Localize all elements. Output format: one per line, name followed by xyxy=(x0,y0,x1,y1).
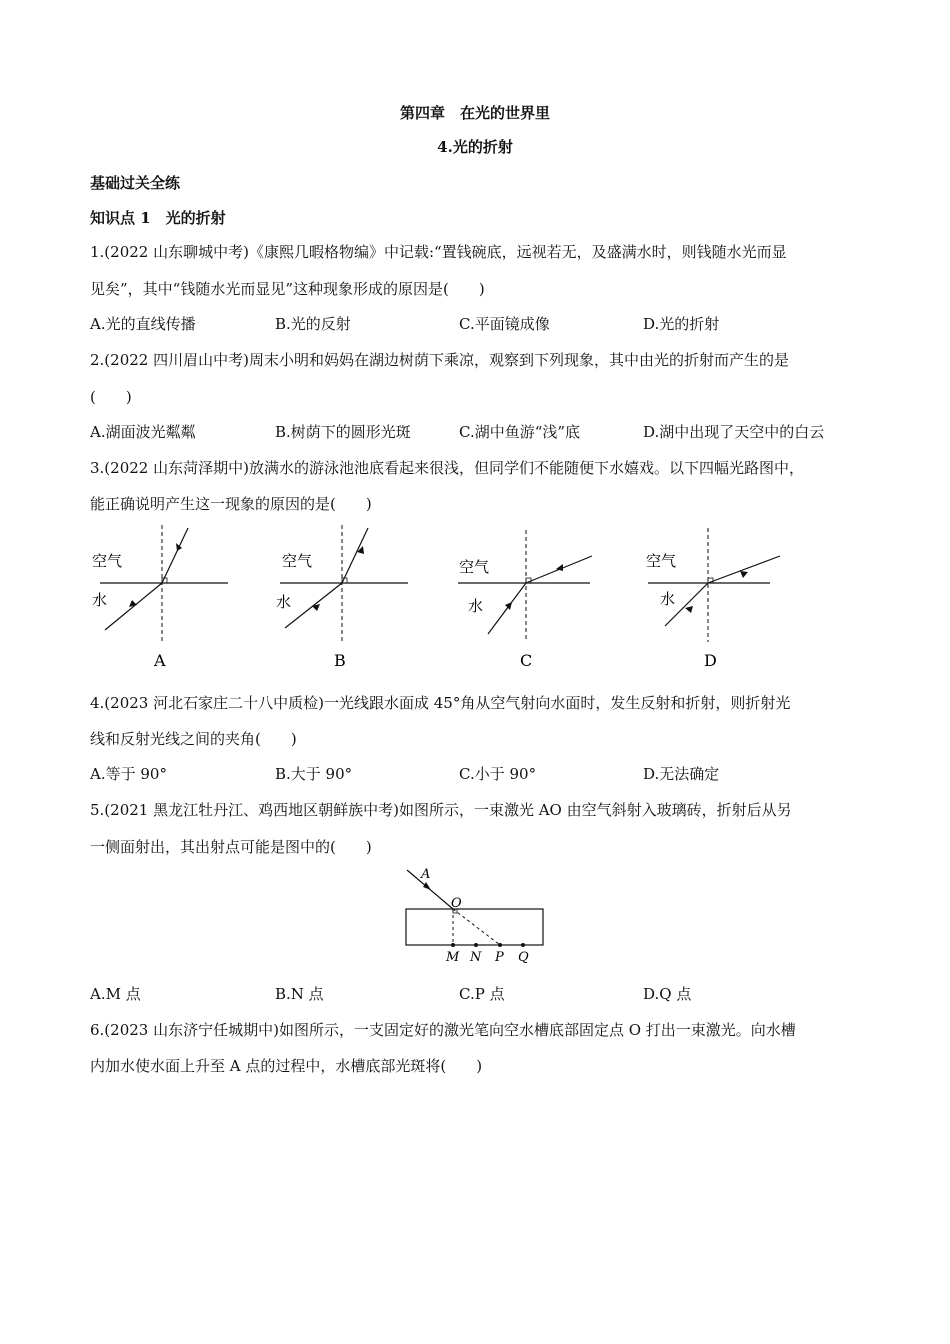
q4-option-b: B.大于 90° xyxy=(275,765,353,783)
label-o: O xyxy=(451,896,462,911)
q2-option-d: D.湖中出现了天空中的白云 xyxy=(643,423,825,441)
q3-diagram-c xyxy=(458,530,592,670)
q5-line-2: 一侧面射出，其出射点可能是图中的( ) xyxy=(90,838,372,856)
q3-d-air-label: 空气 xyxy=(646,552,677,570)
q5-option-c: C.P 点 xyxy=(459,985,505,1003)
knowledge-point-title: 知识点 1 光的折射 xyxy=(90,209,226,227)
q3-b-panel-label: B xyxy=(334,651,346,670)
q5-option-d: D.Q 点 xyxy=(643,985,692,1003)
q4-line-2: 线和反射光线之间的夹角( ) xyxy=(90,730,297,748)
q2-option-b: B.树荫下的圆形光斑 xyxy=(275,423,411,441)
label-n: N xyxy=(470,950,482,965)
q3-d-panel-label: D xyxy=(704,651,717,670)
q3-a-water-label: 水 xyxy=(92,591,108,609)
section-title: 基础过关全练 xyxy=(90,174,181,192)
q5-option-b: B.N 点 xyxy=(275,985,324,1003)
q1-option-b: B.光的反射 xyxy=(275,315,351,333)
q3-diagram-d xyxy=(646,528,780,670)
q3-c-water-label: 水 xyxy=(468,597,484,615)
q3-diagram-b xyxy=(276,525,408,670)
label-q: Q xyxy=(518,950,529,965)
q6-line-1: 6.(2023 山东济宁任城期中)如图所示，一支固定好的激光笔向空水槽底部固定点 O 打出一束激光。向水槽 xyxy=(90,1021,796,1039)
q3-diagram-a xyxy=(92,525,228,670)
q2-option-c: C.湖中鱼游“浅”底 xyxy=(459,423,581,441)
q6-line-2: 内加水使水面上升至 A 点的过程中，水槽底部光斑将( ) xyxy=(90,1057,483,1075)
q4-option-d: D.无法确定 xyxy=(643,765,720,783)
q3-a-air-label: 空气 xyxy=(92,552,123,570)
q5-line-1: 5.(2021 黑龙江牡丹江、鸡西地区朝鲜族中考)如图所示，一束激光 AO 由空气斜射入玻璃砖，折射后从另 xyxy=(90,801,792,819)
q1-option-c: C.平面镜成像 xyxy=(459,315,550,333)
q3-c-air-label: 空气 xyxy=(459,558,490,576)
q2-option-a: A.湖面波光粼粼 xyxy=(90,423,196,441)
q1-option-a: A.光的直线传播 xyxy=(90,315,196,333)
q3-a-panel-label: A xyxy=(154,651,166,670)
label-a: A xyxy=(421,867,431,882)
q1-option-d: D.光的折射 xyxy=(643,315,720,333)
q2-line-2: ( ) xyxy=(90,388,132,406)
point-m xyxy=(451,943,455,947)
point-q xyxy=(521,943,525,947)
q5-glass-brick-figure xyxy=(395,860,555,970)
q3-line-2: 能正确说明产生这一现象的原因的是( ) xyxy=(90,495,372,513)
q2-line-1: 2.(2022 四川眉山中考)周末小明和妈妈在湖边树荫下乘凉，观察到下列现象，其中由光的折射而产生的是 xyxy=(90,351,789,369)
q4-option-a: A.等于 90° xyxy=(90,765,167,783)
q3-c-panel-label: C xyxy=(520,651,533,670)
q1-line-2: 见矣”，其中“钱随水光而显见”这种现象形成的原因是( ) xyxy=(90,280,485,298)
label-m: M xyxy=(446,950,460,965)
q4-option-c: C.小于 90° xyxy=(459,765,537,783)
q3-b-water-label: 水 xyxy=(276,593,292,611)
q5-option-a: A.M 点 xyxy=(90,985,141,1003)
q4-line-1: 4.(2023 河北石家庄二十八中质检)一光线跟水面成 45°角从空气射向水面时，发生反射和折射，则折射光 xyxy=(90,694,791,712)
q1-line-1: 1.(2022 山东聊城中考)《康熙几暇格物编》中记载:“置钱碗底，远视若无，及盛满水时，则钱随水光而显 xyxy=(90,243,787,261)
glass-brick xyxy=(406,909,543,945)
chapter-title: 第四章 在光的世界里 xyxy=(399,104,550,122)
q3-d-water-label: 水 xyxy=(660,590,676,608)
label-p: P xyxy=(495,950,504,965)
point-p xyxy=(498,943,502,947)
q3-b-air-label: 空气 xyxy=(282,552,313,570)
lesson-title: 4.光的折射 xyxy=(437,138,513,156)
q3-light-path-figure xyxy=(80,520,800,680)
point-n xyxy=(474,943,478,947)
q3-line-1: 3.(2022 山东菏泽期中)放满水的游泳池池底看起来很浅，但同学们不能随便下水嬉戏。以下四幅光路图中， xyxy=(90,459,804,477)
